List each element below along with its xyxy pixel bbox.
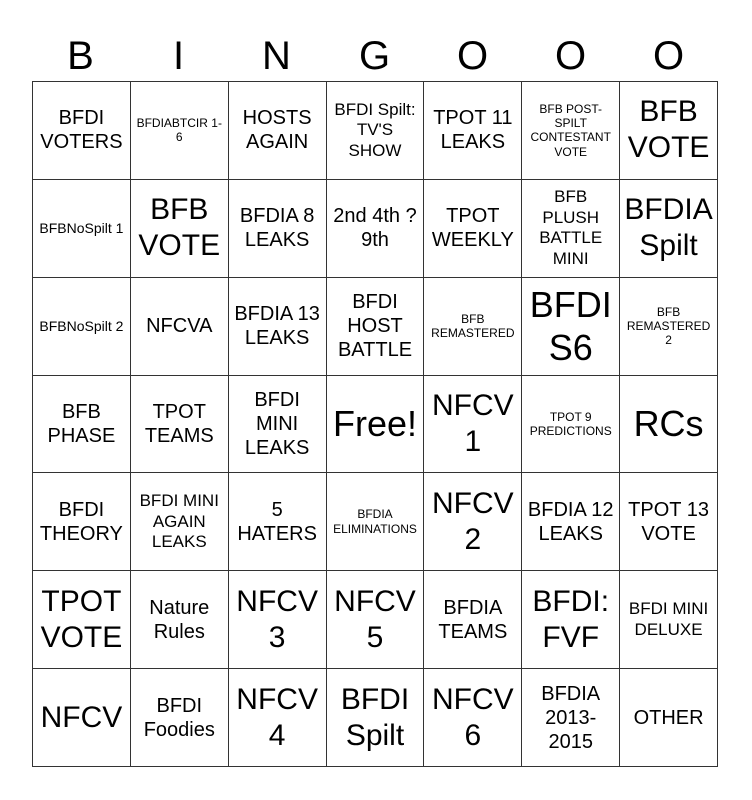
bingo-cell[interactable]: BFDI Foodies — [131, 669, 229, 767]
header-letter: B — [67, 34, 95, 78]
header-letter: O — [652, 34, 686, 78]
bingo-cell[interactable]: NFCV 6 — [424, 669, 522, 767]
bingo-cell[interactable]: TPOT 13 VOTE — [620, 473, 718, 571]
bingo-cell[interactable]: BFB REMASTERED — [424, 278, 522, 376]
bingo-cell[interactable]: BFDI MINI LEAKS — [229, 376, 327, 474]
header-letter: O — [554, 34, 588, 78]
bingo-cell[interactable]: BFDIA ELIMINATIONS — [327, 473, 425, 571]
bingo-cell[interactable]: BFB PHASE — [33, 376, 131, 474]
bingo-cell[interactable]: BFDIA 8 LEAKS — [229, 180, 327, 278]
bingo-cell[interactable]: BFDI Spilt — [327, 669, 425, 767]
bingo-cell[interactable]: BFBNoSpilt 2 — [33, 278, 131, 376]
bingo-cell[interactable]: 5 HATERS — [229, 473, 327, 571]
free-space-cell[interactable]: Free! — [327, 376, 425, 474]
bingo-cell[interactable]: BFDI MINI DELUXE — [620, 571, 718, 669]
bingo-cell[interactable]: TPOT WEEKLY — [424, 180, 522, 278]
header-letter: I — [172, 34, 186, 78]
bingo-cell[interactable]: TPOT TEAMS — [131, 376, 229, 474]
bingo-cell[interactable]: NFCV 3 — [229, 571, 327, 669]
header-letter: O — [456, 34, 490, 78]
header-letter: G — [358, 34, 392, 78]
bingo-cell[interactable]: BFB VOTE — [131, 180, 229, 278]
bingo-cell[interactable]: BFDI S6 — [522, 278, 620, 376]
bingo-cell[interactable]: NFCVA — [131, 278, 229, 376]
bingo-cell[interactable]: BFDIA 13 LEAKS — [229, 278, 327, 376]
bingo-cell[interactable]: BFDI VOTERS — [33, 82, 131, 180]
bingo-cell[interactable]: NFCV — [33, 669, 131, 767]
bingo-cell[interactable]: BFDI THEORY — [33, 473, 131, 571]
bingo-cell[interactable]: NFCV 5 — [327, 571, 425, 669]
bingo-cell[interactable]: BFDIABTCIR 1-6 — [131, 82, 229, 180]
bingo-cell[interactable]: BFB REMASTERED 2 — [620, 278, 718, 376]
bingo-cell[interactable]: NFCV 1 — [424, 376, 522, 474]
bingo-cell[interactable]: BFB POST-SPILT CONTESTANT VOTE — [522, 82, 620, 180]
bingo-cell[interactable]: BFDIA TEAMS — [424, 571, 522, 669]
bingo-cell[interactable]: BFDIA 2013-2015 — [522, 669, 620, 767]
bingo-cell[interactable]: BFB PLUSH BATTLE MINI — [522, 180, 620, 278]
bingo-cell[interactable]: OTHER — [620, 669, 718, 767]
bingo-cell[interactable]: 2nd 4th ? 9th — [327, 180, 425, 278]
bingo-cell[interactable]: BFB VOTE — [620, 82, 718, 180]
bingo-cell[interactable]: TPOT 9 PREDICTIONS — [522, 376, 620, 474]
bingo-cell[interactable]: BFDI Spilt: TV'S SHOW — [327, 82, 425, 180]
bingo-grid — [32, 81, 718, 767]
bingo-cell[interactable]: NFCV 4 — [229, 669, 327, 767]
bingo-cell[interactable]: BFBNoSpilt 1 — [33, 180, 131, 278]
bingo-cell[interactable]: BFDIA 12 LEAKS — [522, 473, 620, 571]
bingo-cell[interactable]: Nature Rules — [131, 571, 229, 669]
bingo-cell[interactable]: NFCV 2 — [424, 473, 522, 571]
bingo-cell[interactable]: TPOT 11 LEAKS — [424, 82, 522, 180]
bingo-cell[interactable]: BFDIA Spilt — [620, 180, 718, 278]
header-letter: N — [262, 34, 292, 78]
bingo-cell[interactable]: BFDI MINI AGAIN LEAKS — [131, 473, 229, 571]
bingo-cell[interactable]: RCs — [620, 376, 718, 474]
bingo-cell[interactable]: BFDI HOST BATTLE — [327, 278, 425, 376]
bingo-cell[interactable]: BFDI: FVF — [522, 571, 620, 669]
bingo-cell[interactable]: TPOT VOTE — [33, 571, 131, 669]
bingo-header — [32, 30, 718, 82]
bingo-cell[interactable]: HOSTS AGAIN — [229, 82, 327, 180]
